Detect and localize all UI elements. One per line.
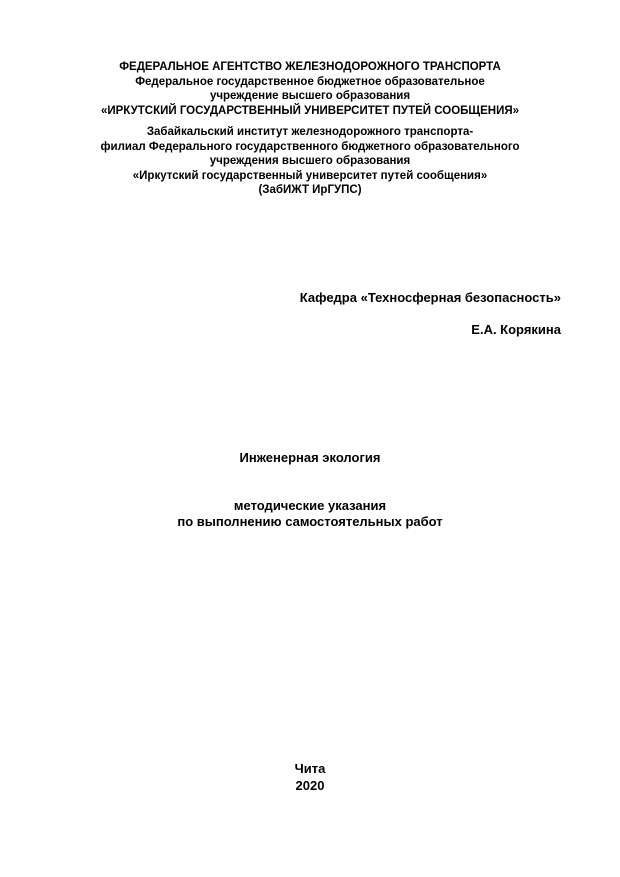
publication-year: 2020 xyxy=(295,778,325,793)
institute-line: Забайкальский институт железнодорожного транспорта- xyxy=(146,126,474,138)
agency-line: Федеральное государственное бюджетное образовательное xyxy=(135,75,485,88)
institute-header xyxy=(0,125,620,198)
institute-line: (ЗабИЖТ ИрГУПС) xyxy=(258,184,362,196)
subtitle-line: методические указания xyxy=(233,498,387,513)
author-name: Е.А. Корякина xyxy=(471,322,561,337)
institute-line: «Иркутский государственный университет путей сообщения» xyxy=(132,169,488,182)
subtitle-line: по выполнению самостоятельных работ xyxy=(177,514,443,529)
agency-line: учреждение высшего образования xyxy=(209,90,411,102)
document-subtitle xyxy=(0,498,620,530)
institute-line: филиал Федерального государственного бюджетного образовательного xyxy=(100,140,520,153)
document-title: Инженерная экология xyxy=(239,450,381,465)
agency-header xyxy=(0,60,620,118)
agency-line: «ИРКУТСКИЙ ГОСУДАРСТВЕННЫЙ УНИВЕРСИТЕТ ПУТЕЙ СООБЩЕНИЯ» xyxy=(100,104,520,117)
publication-info xyxy=(0,760,620,794)
institute-line: учреждения высшего образования xyxy=(209,155,411,167)
document-title-block xyxy=(0,450,620,466)
publication-place: Чита xyxy=(294,761,326,776)
department-name: Кафедра «Техносферная безопасность» xyxy=(299,290,561,305)
agency-line: ФЕДЕРАЛЬНОЕ АГЕНТСТВО ЖЕЛЕЗНОДОРОЖНОГО ТРАНСПОРТА xyxy=(119,61,501,73)
